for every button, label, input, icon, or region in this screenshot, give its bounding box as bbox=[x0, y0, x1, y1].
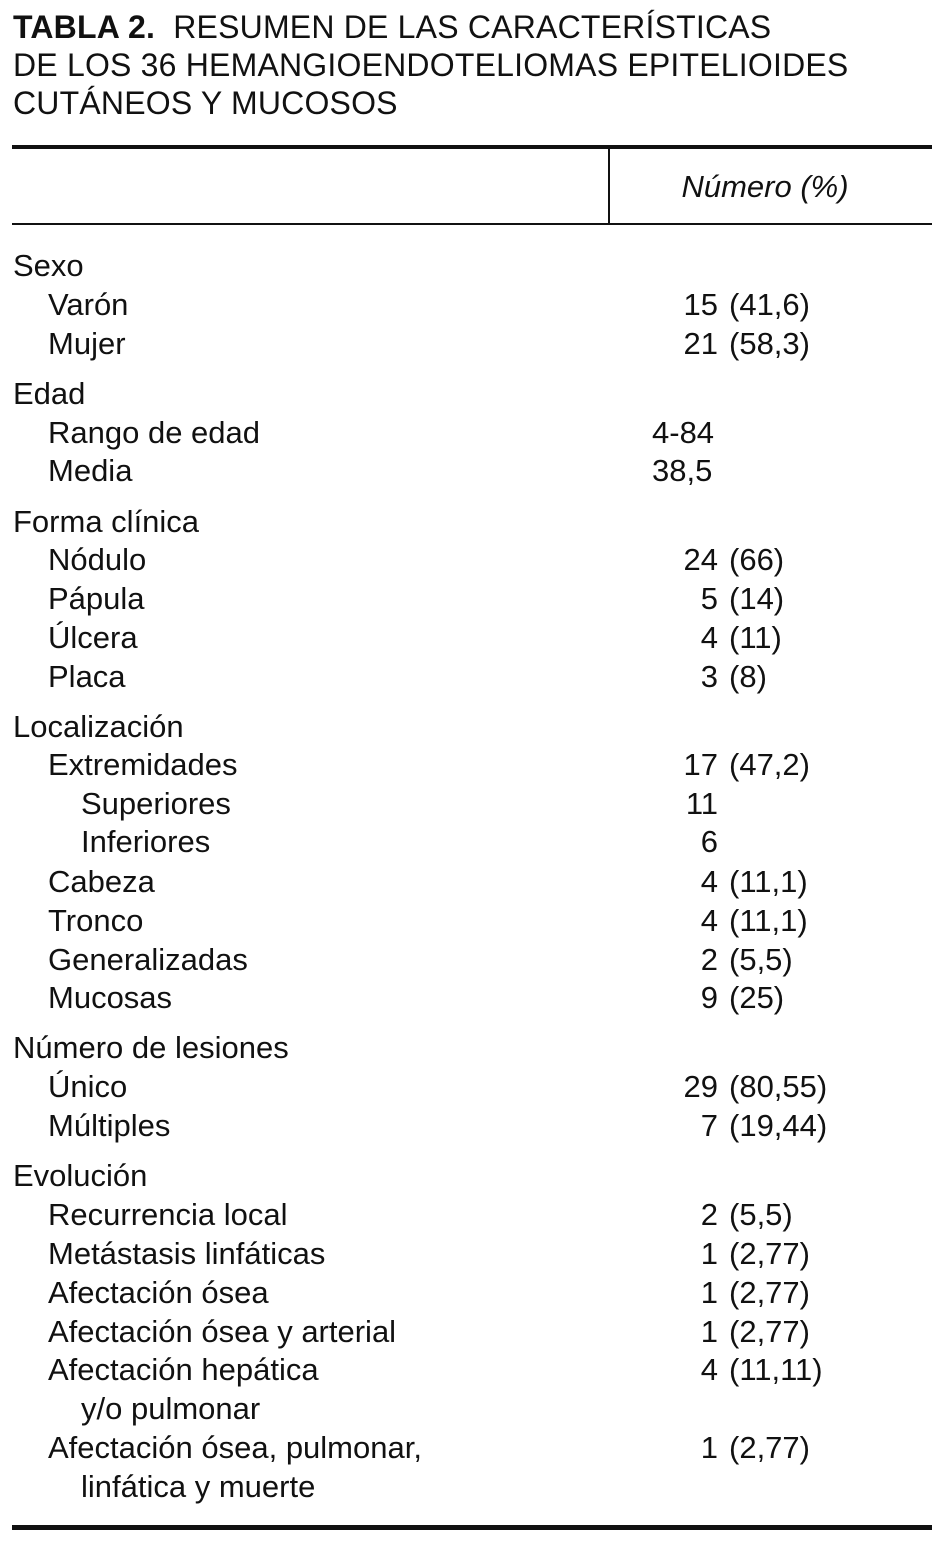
row-label: Afectación ósea bbox=[48, 1275, 269, 1310]
row-label: Recurrencia local bbox=[48, 1197, 288, 1232]
table-row bbox=[0, 285, 940, 324]
table-row bbox=[0, 862, 940, 901]
row-percent: (11,1) bbox=[729, 903, 808, 938]
row-percent: (41,6) bbox=[729, 287, 810, 322]
row-label: Nódulo bbox=[48, 542, 147, 577]
row-label-continuation: y/o pulmonar bbox=[81, 1391, 261, 1426]
row-label: Cabeza bbox=[48, 864, 155, 899]
table-row bbox=[0, 978, 940, 1017]
row-label: Único bbox=[48, 1069, 128, 1104]
row-percent: (8) bbox=[729, 659, 767, 694]
row-percent: (5,5) bbox=[729, 942, 793, 977]
row-count: 4 bbox=[700, 620, 718, 655]
row-percent: (11) bbox=[729, 620, 782, 655]
row-percent: (58,3) bbox=[729, 326, 810, 361]
table-row bbox=[0, 1195, 940, 1234]
row-label: Tronco bbox=[48, 903, 144, 938]
row-percent: (2,77) bbox=[729, 1314, 810, 1349]
column-header: Número (%) bbox=[681, 169, 849, 204]
table-row bbox=[0, 451, 940, 490]
row-count: 11 bbox=[685, 786, 718, 821]
table-row bbox=[0, 324, 940, 363]
row-count: 17 bbox=[683, 747, 718, 782]
row-count: 3 bbox=[700, 659, 718, 694]
row-percent: (2,77) bbox=[729, 1275, 810, 1310]
row-percent: (2,77) bbox=[729, 1430, 810, 1465]
row-label: Afectación ósea y arterial bbox=[48, 1314, 397, 1349]
title-line-3: CUTÁNEOS Y MUCOSOS bbox=[13, 85, 398, 121]
row-count: 1 bbox=[700, 1314, 718, 1349]
row-count: 24 bbox=[683, 542, 718, 577]
row-count: 2 bbox=[700, 942, 718, 977]
row-count: 2 bbox=[700, 1197, 718, 1232]
top-rule bbox=[12, 145, 932, 149]
table-row bbox=[0, 822, 940, 861]
row-percent: (11,1) bbox=[729, 864, 808, 899]
row-percent: (80,55) bbox=[729, 1069, 828, 1104]
row-percent: (2,77) bbox=[729, 1236, 810, 1271]
row-count: 5 bbox=[700, 581, 718, 616]
row-label: Metástasis linfáticas bbox=[48, 1236, 326, 1271]
row-percent: (47,2) bbox=[729, 747, 810, 782]
table-row-continuation bbox=[0, 1389, 940, 1428]
table-row bbox=[0, 657, 940, 696]
table-row bbox=[0, 413, 940, 452]
row-count: 15 bbox=[683, 287, 718, 322]
row-value: 4-84 bbox=[652, 415, 715, 450]
table-row bbox=[0, 784, 940, 823]
row-label: Mucosas bbox=[48, 980, 173, 1015]
row-percent: (5,5) bbox=[729, 1197, 793, 1232]
row-label: Varón bbox=[48, 287, 129, 322]
section-heading: Número de lesiones bbox=[13, 1030, 289, 1065]
section-heading: Sexo bbox=[13, 248, 84, 283]
row-label: Inferiores bbox=[81, 824, 211, 859]
row-label: Pápula bbox=[48, 581, 145, 616]
row-label: Superiores bbox=[81, 786, 231, 821]
table-row bbox=[0, 1067, 940, 1106]
section-heading: Localización bbox=[13, 709, 184, 744]
row-count: 4 bbox=[700, 903, 718, 938]
row-label: Rango de edad bbox=[48, 415, 261, 450]
table-row bbox=[0, 1234, 940, 1273]
row-count: 4 bbox=[700, 1352, 718, 1387]
row-label: Afectación ósea, pulmonar, bbox=[48, 1430, 422, 1465]
row-label-continuation: linfática y muerte bbox=[81, 1469, 316, 1504]
title-line-2: DE LOS 36 HEMANGIOENDOTELIOMAS EPITELIOIDES bbox=[13, 47, 849, 83]
row-label: Mujer bbox=[48, 326, 126, 361]
table-row bbox=[0, 901, 940, 940]
table-number: TABLA 2. bbox=[13, 9, 156, 45]
row-percent: (14) bbox=[729, 581, 785, 616]
row-value: 38,5 bbox=[652, 453, 713, 488]
table-row bbox=[0, 1273, 940, 1312]
row-count: 9 bbox=[700, 980, 718, 1015]
table-row bbox=[0, 540, 940, 579]
table-row bbox=[0, 1106, 940, 1145]
row-count: 21 bbox=[683, 326, 718, 361]
row-label: Media bbox=[48, 453, 133, 488]
table-row bbox=[0, 618, 940, 657]
row-percent: (19,44) bbox=[729, 1108, 828, 1143]
row-count: 6 bbox=[700, 824, 718, 859]
section-heading: Edad bbox=[13, 376, 86, 411]
table-row bbox=[0, 745, 940, 784]
table-row bbox=[0, 1312, 940, 1351]
row-label: Generalizadas bbox=[48, 942, 248, 977]
table-row bbox=[0, 1350, 940, 1389]
section-heading: Evolución bbox=[13, 1158, 148, 1193]
row-label: Úlcera bbox=[48, 620, 138, 655]
table-row-continuation bbox=[0, 1467, 940, 1506]
row-count: 1 bbox=[700, 1236, 718, 1271]
row-label: Múltiples bbox=[48, 1108, 171, 1143]
table-row bbox=[0, 579, 940, 618]
row-count: 7 bbox=[700, 1108, 718, 1143]
row-count: 29 bbox=[683, 1069, 718, 1104]
row-count: 4 bbox=[700, 864, 718, 899]
row-label: Placa bbox=[48, 659, 126, 694]
row-count: 1 bbox=[700, 1430, 718, 1465]
row-percent: (25) bbox=[729, 980, 785, 1015]
bottom-rule bbox=[12, 1525, 932, 1530]
row-percent: (66) bbox=[729, 542, 785, 577]
title-line-1: RESUMEN DE LAS CARACTERÍSTICAS bbox=[173, 9, 772, 45]
row-label: Extremidades bbox=[48, 747, 238, 782]
table-row bbox=[0, 1428, 940, 1467]
table-row bbox=[0, 940, 940, 979]
section-heading: Forma clínica bbox=[13, 504, 200, 539]
table-title bbox=[13, 8, 928, 122]
row-count: 1 bbox=[700, 1275, 718, 1310]
row-percent: (11,11) bbox=[729, 1352, 823, 1387]
header-rule bbox=[12, 223, 932, 225]
row-label: Afectación hepática bbox=[48, 1352, 319, 1387]
